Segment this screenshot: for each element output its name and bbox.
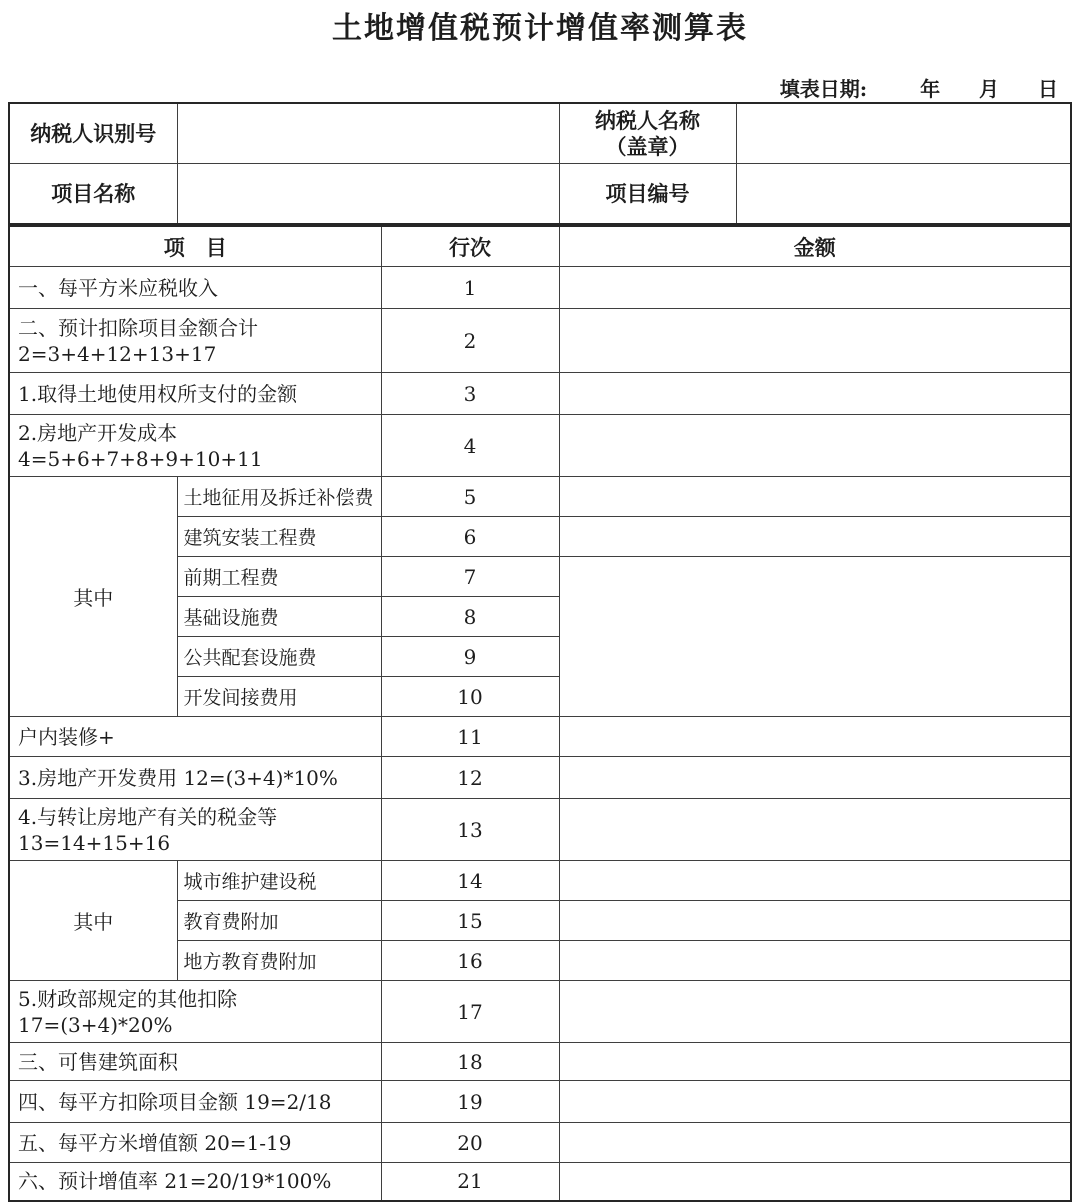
project-code-label: 项目编号 bbox=[559, 164, 736, 225]
row-amount-cell bbox=[559, 1043, 1071, 1081]
row-amount-cell bbox=[559, 309, 1071, 373]
row-item-label: 1.取得土地使用权所支付的金额 bbox=[9, 373, 381, 415]
column-header-item: 项 目 bbox=[9, 226, 381, 267]
row-item-formula: 17=(3+4)*20% bbox=[18, 1012, 173, 1037]
project-name-label: 项目名称 bbox=[9, 164, 177, 225]
row-line-number: 20 bbox=[381, 1123, 559, 1163]
table-row bbox=[9, 267, 1071, 309]
row-item-label: 土地征用及拆迁补偿费 bbox=[177, 477, 381, 517]
row-item-label: 建筑安装工程费 bbox=[177, 517, 381, 557]
row-item-label-text: 2.房地产开发成本 bbox=[18, 420, 178, 445]
row-item-label bbox=[9, 415, 381, 477]
row-item-label: 五、每平方米增值额 20=1-19 bbox=[9, 1123, 381, 1163]
row-line-number: 3 bbox=[381, 373, 559, 415]
row-item-label: 四、每平方扣除项目金额 19=2/18 bbox=[9, 1081, 381, 1123]
row-amount-cell bbox=[559, 1163, 1071, 1201]
table-row bbox=[9, 1163, 1071, 1201]
row-line-number: 4 bbox=[381, 415, 559, 477]
table-row bbox=[9, 1081, 1071, 1123]
table-row bbox=[9, 757, 1071, 799]
row-item-label: 城市维护建设税 bbox=[177, 861, 381, 901]
row-amount-cell bbox=[559, 1123, 1071, 1163]
row-item-label: 前期工程费 bbox=[177, 557, 381, 597]
row-line-number: 16 bbox=[381, 941, 559, 981]
taxpayer-id-label: 纳税人识别号 bbox=[9, 103, 177, 164]
row-item-formula: 2=3+4+12+13+17 bbox=[18, 341, 217, 366]
taxpayer-id-value-cell bbox=[177, 103, 559, 164]
column-header-line-no: 行次 bbox=[381, 226, 559, 267]
row-item-label: 开发间接费用 bbox=[177, 677, 381, 717]
row-amount-cell bbox=[559, 717, 1071, 757]
row-line-number: 10 bbox=[381, 677, 559, 717]
group-label-qizhong: 其中 bbox=[9, 477, 177, 717]
row-item-label-text: 4.与转让房地产有关的税金等 bbox=[18, 804, 278, 829]
table-row bbox=[9, 415, 1071, 477]
row-item-label bbox=[9, 309, 381, 373]
table-row bbox=[9, 717, 1071, 757]
project-name-value-cell bbox=[177, 164, 559, 225]
table-row bbox=[9, 799, 1071, 861]
row-line-number: 21 bbox=[381, 1163, 559, 1201]
row-amount-cell bbox=[559, 981, 1071, 1043]
row-amount-cell bbox=[559, 373, 1071, 415]
row-line-number: 19 bbox=[381, 1081, 559, 1123]
row-item-label: 三、可售建筑面积 bbox=[9, 1043, 381, 1081]
table-row bbox=[9, 373, 1071, 415]
row-item-label: 公共配套设施费 bbox=[177, 637, 381, 677]
column-header-amount: 金额 bbox=[559, 226, 1071, 267]
row-item-formula: 13=14+15+16 bbox=[18, 830, 171, 855]
row-item-label: 六、预计增值率 21=20/19*100% bbox=[9, 1163, 381, 1201]
row-amount-cell bbox=[559, 415, 1071, 477]
fill-date-label: 填表日期: bbox=[779, 77, 868, 101]
table-row bbox=[9, 103, 1071, 164]
table-row bbox=[9, 309, 1071, 373]
row-line-number: 9 bbox=[381, 637, 559, 677]
taxpayer-name-label bbox=[559, 103, 736, 164]
row-line-number: 17 bbox=[381, 981, 559, 1043]
page-title: 土地增值税预计增值率测算表 bbox=[332, 11, 748, 46]
row-amount-cell bbox=[559, 757, 1071, 799]
row-line-number: 15 bbox=[381, 901, 559, 941]
row-line-number: 8 bbox=[381, 597, 559, 637]
row-item-label: 教育费附加 bbox=[177, 901, 381, 941]
row-amount-cell bbox=[559, 477, 1071, 517]
row-line-number: 2 bbox=[381, 309, 559, 373]
row-line-number: 11 bbox=[381, 717, 559, 757]
row-amount-cell bbox=[559, 861, 1071, 901]
date-month-label: 月 bbox=[979, 77, 1000, 101]
taxpayer-name-label-line2: （盖章） bbox=[605, 133, 690, 159]
table-row bbox=[9, 477, 1071, 517]
taxpayer-name-value-cell bbox=[736, 103, 1071, 164]
row-amount-cell bbox=[559, 901, 1071, 941]
date-year-label: 年 bbox=[920, 77, 941, 101]
row-line-number: 18 bbox=[381, 1043, 559, 1081]
row-line-number: 14 bbox=[381, 861, 559, 901]
calculation-table bbox=[8, 225, 1072, 1202]
row-amount-cell bbox=[559, 267, 1071, 309]
merged-amount-cell bbox=[559, 557, 1071, 717]
row-amount-cell bbox=[559, 517, 1071, 557]
taxpayer-name-label-line1: 纳税人名称 bbox=[595, 107, 700, 133]
fill-date-line bbox=[8, 78, 1072, 100]
header-row bbox=[9, 226, 1071, 267]
row-amount-cell bbox=[559, 941, 1071, 981]
table-row bbox=[9, 861, 1071, 901]
row-line-number: 13 bbox=[381, 799, 559, 861]
row-item-label bbox=[9, 981, 381, 1043]
table-row bbox=[9, 981, 1071, 1043]
row-item-label: 一、每平方米应税收入 bbox=[9, 267, 381, 309]
row-item-label-text: 5.财政部规定的其他扣除 bbox=[18, 986, 238, 1011]
table-row bbox=[9, 1043, 1071, 1081]
row-item-formula: 4=5+6+7+8+9+10+11 bbox=[18, 446, 263, 471]
row-line-number: 1 bbox=[381, 267, 559, 309]
row-item-label-text: 二、预计扣除项目金额合计 bbox=[18, 315, 258, 340]
taxpayer-info-table bbox=[8, 102, 1072, 225]
row-amount-cell bbox=[559, 1081, 1071, 1123]
row-line-number: 5 bbox=[381, 477, 559, 517]
row-item-label: 基础设施费 bbox=[177, 597, 381, 637]
table-row bbox=[9, 1123, 1071, 1163]
group-label-qizhong: 其中 bbox=[9, 861, 177, 981]
row-amount-cell bbox=[559, 799, 1071, 861]
date-day-label: 日 bbox=[1038, 77, 1058, 101]
project-code-value-cell bbox=[736, 164, 1071, 225]
row-line-number: 6 bbox=[381, 517, 559, 557]
row-item-label: 3.房地产开发费用 12=(3+4)*10% bbox=[9, 757, 381, 799]
row-item-label: 地方教育费附加 bbox=[177, 941, 381, 981]
row-item-label: 户内装修+ bbox=[9, 717, 381, 757]
table-row bbox=[9, 164, 1071, 225]
row-line-number: 12 bbox=[381, 757, 559, 799]
row-item-label bbox=[9, 799, 381, 861]
row-line-number: 7 bbox=[381, 557, 559, 597]
